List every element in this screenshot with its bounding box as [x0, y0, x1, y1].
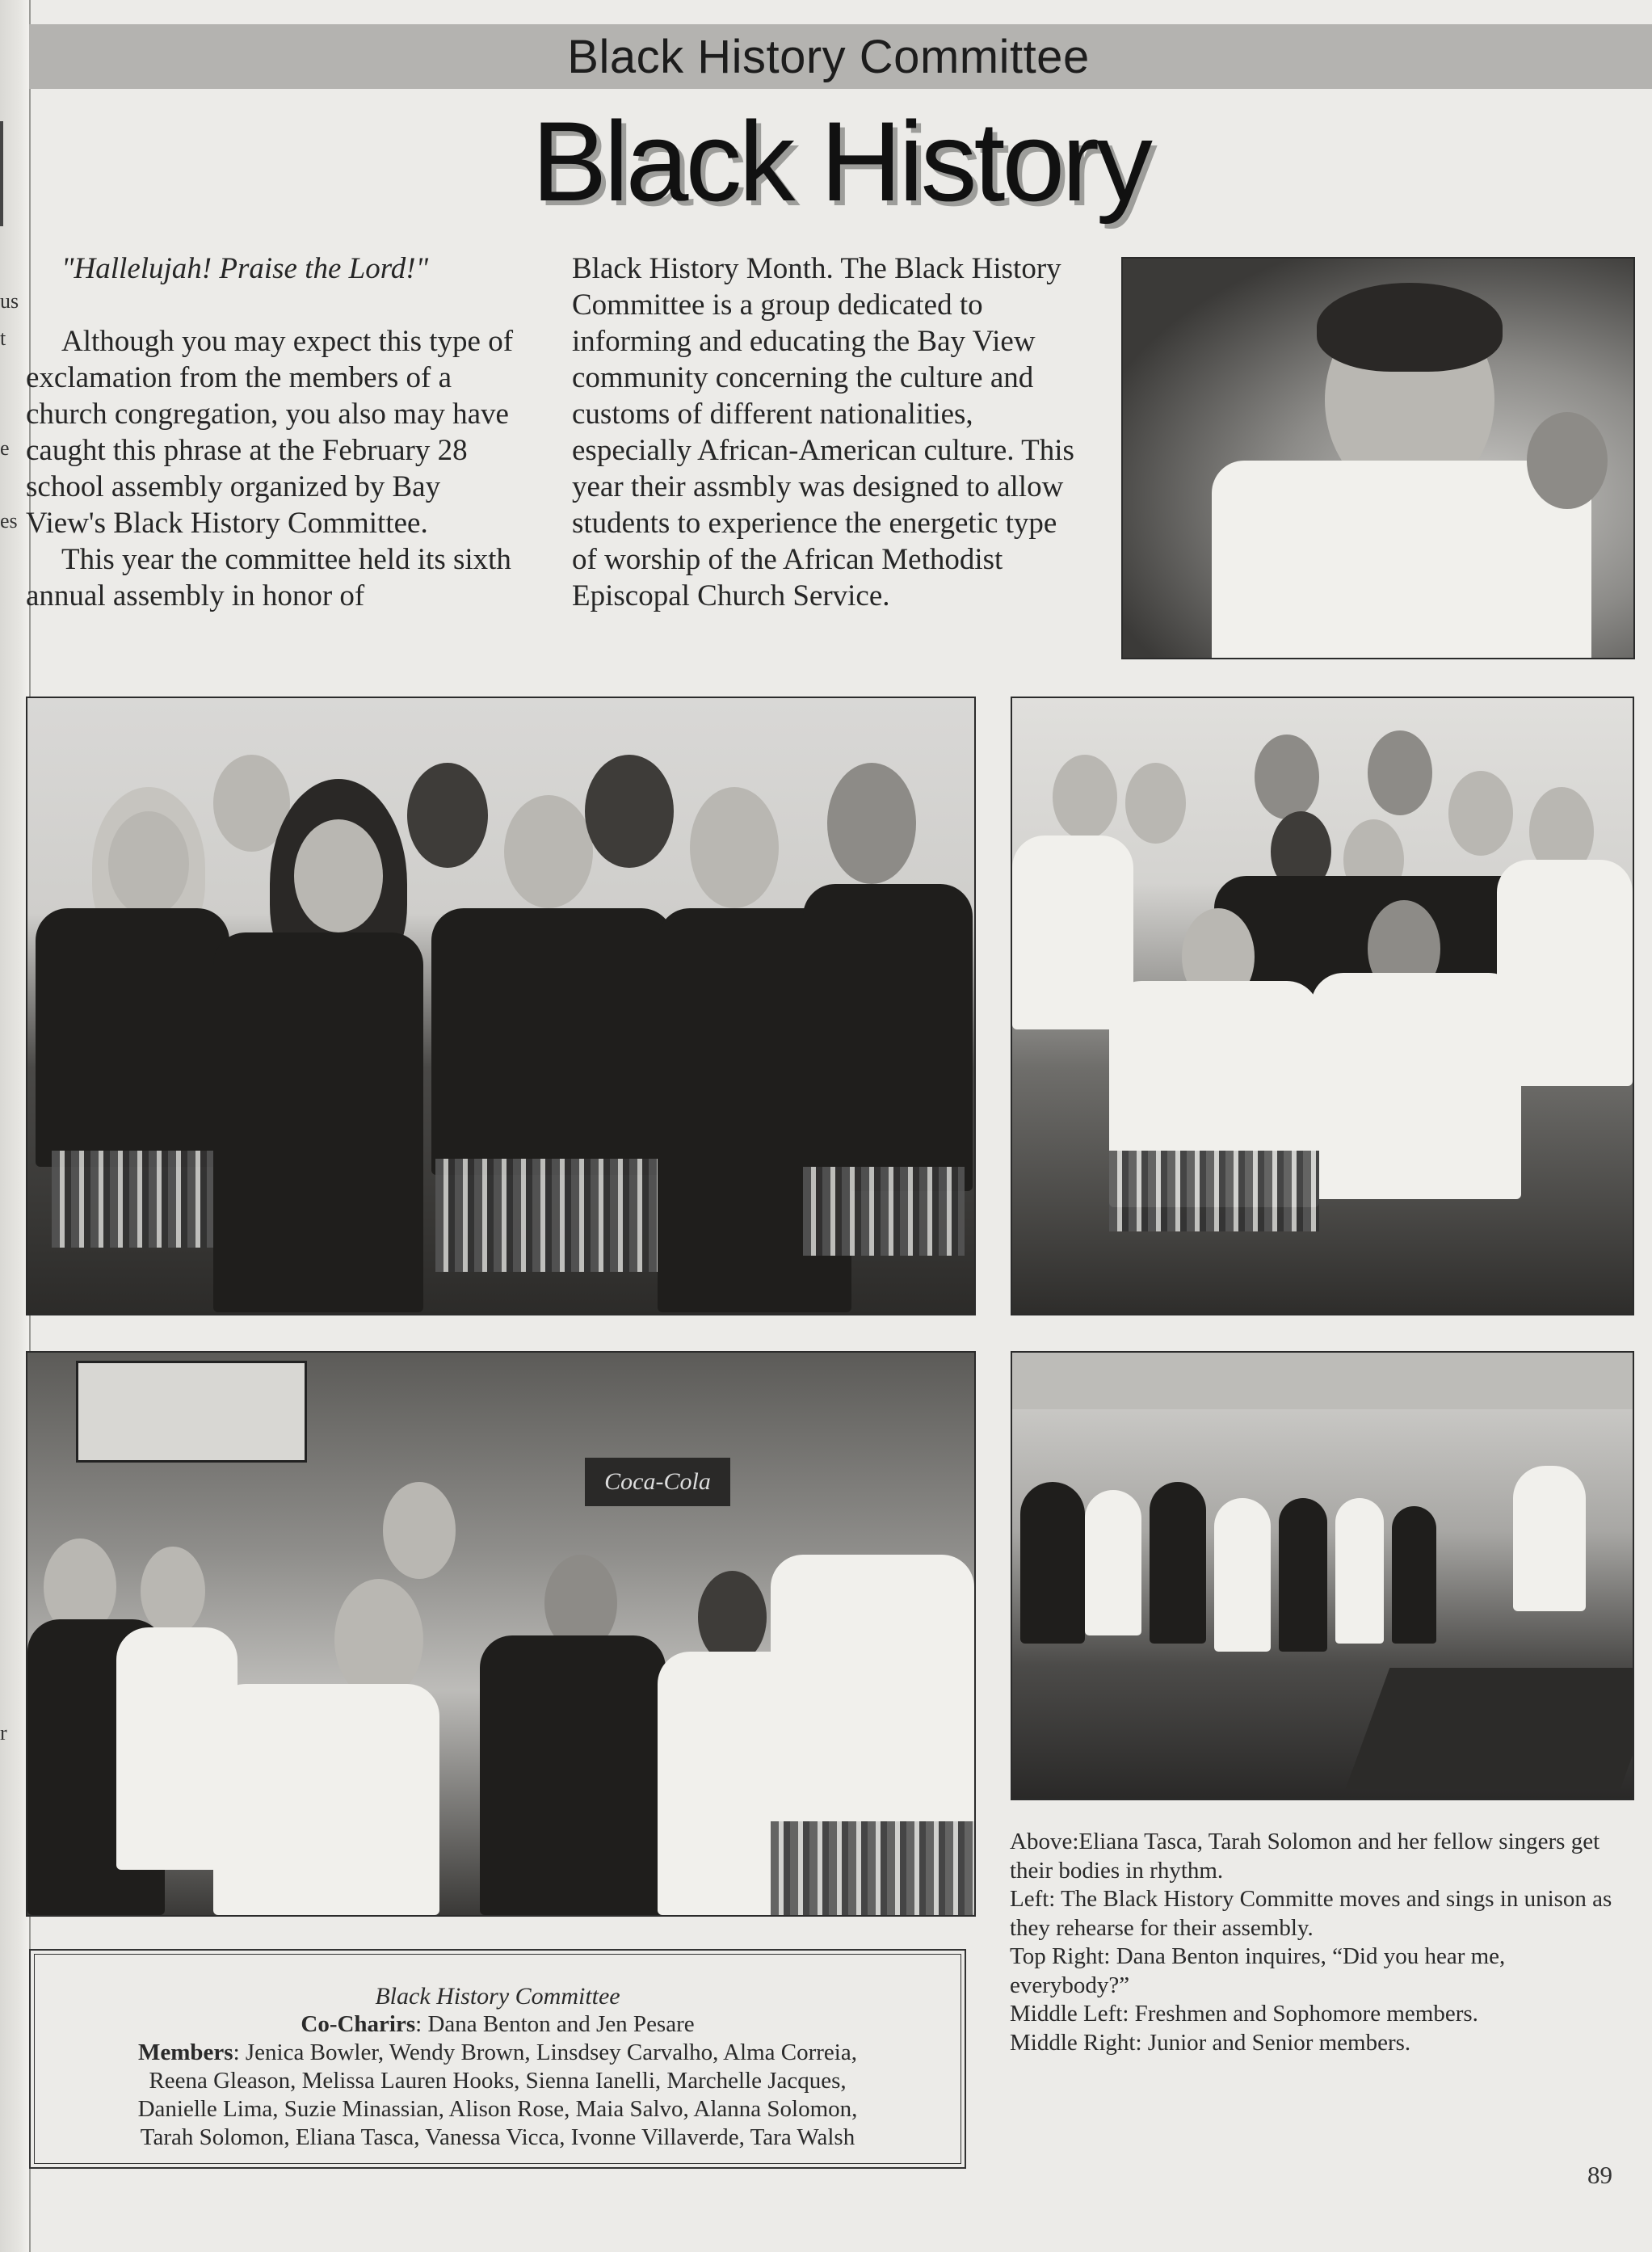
photo-figure-head — [585, 755, 674, 868]
members-label: Members — [138, 2039, 233, 2065]
photo-figure-head — [504, 795, 593, 908]
photo-figure-torso — [1311, 973, 1521, 1199]
spine-text-fragment: es — [0, 509, 18, 532]
photo-speaker — [1121, 257, 1635, 659]
photo-figure-skirt — [803, 1167, 965, 1256]
section-header-band — [29, 24, 1652, 89]
members-line: Tarah Solomon, Eliana Tasca, Vanessa Vicca, Ivonne Villaverde, Tara Walsh — [140, 2124, 855, 2150]
photo-figure-head — [407, 763, 488, 868]
caption-middle-left: Middle Left: Freshmen and Sophomore members. — [1010, 2001, 1478, 2027]
photo-figure-torso — [1214, 1498, 1271, 1652]
photo-figure-head — [141, 1547, 205, 1635]
spine-text-fragment: r — [0, 1721, 7, 1745]
photo-wall-board — [76, 1361, 307, 1463]
photo-figure-head — [1368, 730, 1432, 815]
article-paragraph: This year the committee held its sixth annual assembly in honor of — [26, 543, 511, 612]
photo-figure-torso — [480, 1635, 666, 1915]
photo-figure-head — [108, 811, 189, 916]
caption-above: Above:Eliana Tasca, Tarah Solomon and her fellow singers get their bodies in rhythm. — [1010, 1829, 1600, 1884]
photo-figure-skirt — [1109, 1151, 1319, 1231]
photo-cafeteria-singers — [26, 1351, 976, 1917]
article-paragraph: Although you may expect this type of exclamation from the members of a church congregation, you also may have caught this phrase at the February 28 school assembly organized by Bay View's Black History Committee. — [26, 325, 514, 540]
photo-figure-skirt — [435, 1159, 670, 1272]
photo-figure-head — [294, 819, 383, 932]
photo-freshmen-sophomore-group — [26, 697, 976, 1315]
spine-text-fragment: e — [0, 436, 10, 460]
photo-figure-torso — [1150, 1482, 1206, 1644]
photo-figure-torso — [1085, 1490, 1141, 1635]
members-line: : Jenica Bowler, Wendy Brown, Linsdsey Carvalho, Alma Correia, — [233, 2039, 857, 2065]
members-line: Reena Gleason, Melissa Lauren Hooks, Sienna Ianelli, Marchelle Jacques, — [149, 2068, 847, 2094]
photo-figure-head — [1053, 755, 1117, 840]
photo-figure-head — [1527, 412, 1608, 509]
photo-figure-head — [334, 1579, 423, 1700]
article-quote: "Hallelujah! Praise the Lord!" — [61, 252, 429, 285]
photo-junior-senior-group — [1011, 697, 1634, 1315]
committee-cochairs — [35, 2010, 961, 2039]
photo-figure-head — [1255, 735, 1319, 819]
spine-text-fragment: us — [0, 289, 19, 313]
section-title: Black History Committee — [567, 30, 1090, 83]
cochairs-names: : Dana Benton and Jen Pesare — [415, 2011, 695, 2037]
page-number: 89 — [1587, 2161, 1612, 2189]
photo-ceiling — [1012, 1353, 1633, 1409]
article-column-right — [572, 250, 1089, 614]
photo-figure-torso — [803, 884, 973, 1191]
article-paragraph: Black History Month. The Black History Committee is a group dedicated to informing and educating the Bay View community concerning the culture and customs of different nationalities, especially African-American culture. This year their assmbly was designed to allow students to experience the energetic type of worship of the African Methodist Episcopal Church Service. — [572, 252, 1074, 612]
page-title: Black History — [532, 98, 1150, 225]
photo-captions — [1010, 1828, 1624, 2057]
photo-figure-torso — [1212, 461, 1591, 659]
photo-figure-head — [827, 763, 916, 884]
photo-figure-torso — [431, 908, 674, 1175]
photo-figure-hair — [1317, 283, 1503, 372]
photo-rehearsal-line — [1011, 1351, 1634, 1800]
spine-text-fragment: t — [0, 326, 6, 350]
photo-figure-torso — [1279, 1498, 1327, 1652]
committee-heading: Black History Committee — [375, 1983, 620, 2010]
caption-middle-right: Middle Right: Junior and Senior members. — [1010, 2029, 1411, 2056]
committee-roster-inner — [34, 1954, 961, 2164]
photo-vending-sign: Coca-Cola — [585, 1458, 730, 1506]
photo-figure-torso — [213, 932, 423, 1312]
cochairs-label: Co-Charirs — [301, 2011, 416, 2037]
caption-left: Left: The Black History Committe moves and sings in unison as they rehearse for their assembly. — [1010, 1886, 1612, 1941]
photo-table — [1346, 1668, 1634, 1789]
committee-members — [35, 2039, 961, 2067]
photo-figure-head — [1448, 771, 1513, 856]
photo-figure-head — [698, 1571, 767, 1664]
photo-figure-head — [1125, 763, 1186, 844]
caption-top-right: Top Right: Dana Benton inquires, “Did you hear me, everybody?” — [1010, 1943, 1506, 1998]
photo-figure-skirt — [52, 1151, 213, 1248]
members-line: Danielle Lima, Suzie Minassian, Alison Rose, Maia Salvo, Alanna Solomon, — [137, 2096, 858, 2122]
article-column-left — [26, 250, 527, 614]
photo-figure-skirt — [771, 1821, 974, 1915]
photo-figure-torso — [36, 908, 229, 1167]
spine-rule — [0, 121, 3, 226]
photo-figure-torso — [1392, 1506, 1436, 1644]
photo-figure-torso — [1020, 1482, 1085, 1644]
photo-figure-head — [690, 787, 779, 908]
photo-figure-torso — [213, 1684, 439, 1915]
photo-figure-head — [383, 1482, 456, 1579]
photo-figure-torso — [1335, 1498, 1384, 1644]
photo-figure-torso — [1513, 1466, 1586, 1611]
committee-roster-box — [29, 1949, 966, 2169]
